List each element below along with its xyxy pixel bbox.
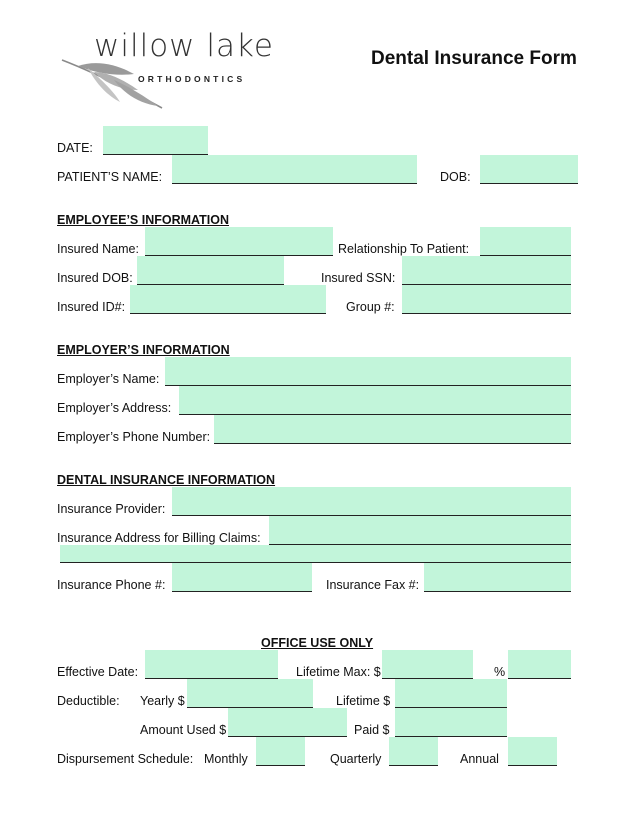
dental-heading: DENTAL INSURANCE INFORMATION (57, 473, 276, 487)
group-field[interactable] (402, 285, 571, 314)
insurance-phone-field[interactable] (172, 563, 312, 592)
yearly-label: Yearly $ (140, 694, 185, 708)
insurance-fax-label: Insurance Fax #: (326, 578, 420, 592)
employer-name-field[interactable] (165, 357, 571, 386)
insured-ssn-label: Insured SSN: (321, 271, 396, 285)
insured-ssn-field[interactable] (402, 256, 571, 285)
lifetime-max-field[interactable] (382, 650, 473, 679)
billing-address-label: Insurance Address for Billing Claims: (57, 531, 261, 545)
insured-name-label: Insured Name: (57, 242, 139, 256)
insurance-provider-label: Insurance Provider: (57, 502, 166, 516)
employer-address-label: Employer’s Address: (57, 401, 172, 415)
insured-id-label: Insured ID#: (57, 300, 126, 314)
lifetime-label: Lifetime $ (336, 694, 391, 708)
employer-phone-field[interactable] (214, 415, 571, 444)
dob-field[interactable] (480, 155, 578, 184)
relationship-field[interactable] (480, 227, 571, 256)
employee-heading: EMPLOYEE’S INFORMATION (57, 213, 229, 227)
effective-date-label: Effective Date: (57, 665, 139, 679)
billing-address-field[interactable] (269, 516, 571, 545)
deductible-label: Deductible: (57, 694, 120, 708)
logo (58, 28, 274, 113)
office-heading: OFFICE USE ONLY (261, 636, 374, 650)
date-label: DATE: (57, 141, 93, 155)
amount-used-field[interactable] (228, 708, 347, 737)
monthly-field[interactable] (256, 737, 305, 766)
relationship-label: Relationship To Patient: (338, 242, 470, 256)
insurance-provider-field[interactable] (172, 487, 571, 516)
monthly-label: Monthly (204, 752, 248, 766)
lifetime-field[interactable] (395, 679, 507, 708)
logo-wordmark: willow lake (94, 28, 274, 64)
insured-id-field[interactable] (130, 285, 326, 314)
employer-heading: EMPLOYER’S INFORMATION (57, 343, 230, 357)
quarterly-field[interactable] (389, 737, 438, 766)
page-title: Dental Insurance Form (371, 48, 577, 69)
employer-phone-label: Employer’s Phone Number: (57, 430, 211, 444)
percent-field[interactable] (508, 650, 571, 679)
patient-name-label: PATIENT’S NAME: (57, 170, 163, 184)
insured-name-field[interactable] (145, 227, 333, 256)
insurance-fax-field[interactable] (424, 563, 571, 592)
insured-dob-label: Insured DOB: (57, 271, 133, 285)
schedule-label: Dispursement Schedule: (57, 752, 194, 766)
insured-dob-field[interactable] (137, 256, 284, 285)
date-field[interactable] (103, 126, 208, 155)
employer-name-label: Employer’s Name: (57, 372, 160, 386)
paid-label: Paid $ (354, 723, 390, 737)
paid-field[interactable] (395, 708, 507, 737)
lifetime-max-label: Lifetime Max: $ (296, 665, 381, 679)
employer-address-field[interactable] (179, 386, 571, 415)
billing-address-field-line2[interactable] (60, 545, 571, 563)
quarterly-label: Quarterly (330, 752, 382, 766)
percent-label: % (494, 665, 506, 679)
annual-field[interactable] (508, 737, 557, 766)
annual-label: Annual (460, 752, 499, 766)
patient-name-field[interactable] (172, 155, 417, 184)
dob-label: DOB: (440, 170, 471, 184)
yearly-field[interactable] (187, 679, 313, 708)
group-label: Group #: (346, 300, 395, 314)
amount-used-label: Amount Used $ (140, 723, 227, 737)
effective-date-field[interactable] (145, 650, 278, 679)
insurance-phone-label: Insurance Phone #: (57, 578, 166, 592)
logo-subtitle: ORTHODONTICS (138, 74, 246, 84)
